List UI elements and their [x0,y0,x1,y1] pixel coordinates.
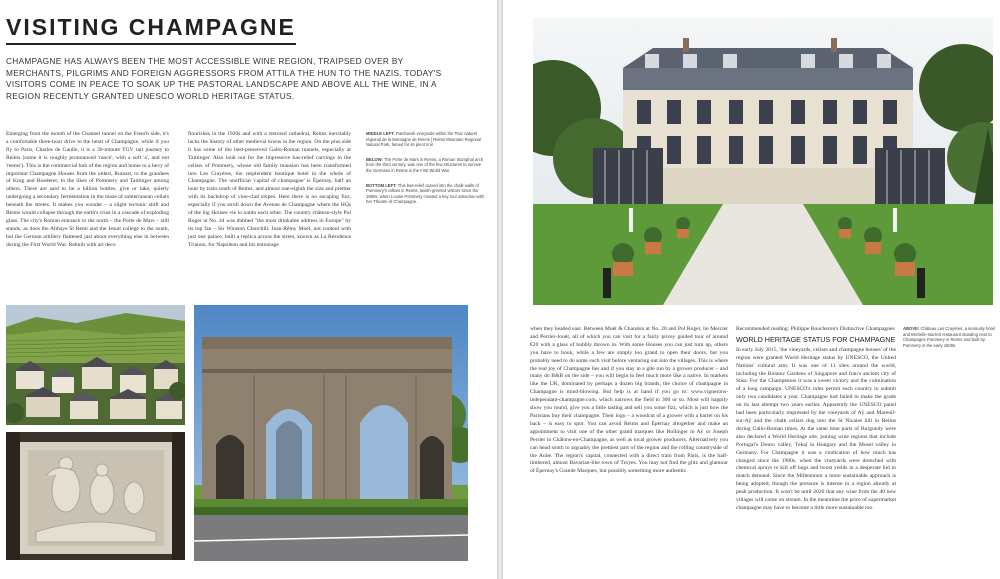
recommended-reading: Recommended reading: Philippe Boucheron's Distinctive Champagnes [736,326,895,332]
article-title: VISITING CHAMPAGNE [6,14,296,45]
caption-label: ABOVE: [903,326,920,331]
caption [366,157,486,174]
body-text: In early July 2015, 'the vineyards, cellars and champagne houses' of the region were granted World Heritage status by UNESCO, the United Nations' cultural arm. It was one of 11 sites around the world, including the Botanic Gardens of Singapore and Iran's ancient city of Susa. For the Champenois it was a sweet victory and the culmination of a long campaign. UNESCO's rules permit each country to submit only two candidates a year. Champagne had failed to make the grade on its last attempt two years earlier. Apparently the UNESCO panel had been particularly impressed by the vineyards of Aÿ and Mareuil-sur-Aÿ and the chalk cellars dug into the St Nicaise hill in Reims during Gallo-Roman times. At the same time parts of Burgundy were also declared a World Heritage site, joining wine regions that include Portugal's Douro valley, Tokaj in Hungary and the Mosel valley in Germany. For Champagne it was a vindication of how much has changed since the 1980s, when the vineyards were drenched with chemical sprays to kill off bugs and boost yields in a desperate bid to match demand. Since the Millennium a more sustainable approach is being adopted, though the pressure is intense in a region already at peak production. It won't be until 2020 that any wine from the 40 new villages will come on stream. In the meantime the price of supermarket champagne may have to become a little more sustainable too. [736,346,896,511]
caption [366,131,486,148]
body-column-4 [736,326,896,566]
caption-label: BOTTOM LEFT: [366,182,397,188]
body-column-3 [530,326,728,566]
section-subheading: WORLD HERITAGE STATUS FOR CHAMPAGNE [736,334,896,344]
right-page [503,0,1000,579]
caption-text: This bas-relief carved into the chalk walls of Pommery's cellars in Reims, lavish-greeted visitors since the 1880s, when Louise Pommery created a key tour attraction with her Theatre of Champagne. [366,182,485,205]
chateau-les-crayeres-photo [533,18,993,305]
caption [366,183,486,205]
body-text: flourishes in the 1920s and with a restored cathedral, Reims inevitably lacks the history of other medieval towns in the region. On the plus side it has some of the best-preserved Gallo-Roman tunnels, especially at Taittinger. Also look out for the impressive bas-relief carvings in the cellars of Pommery, whose old family mansion has been transformed into Les Crayères, the resplendent boutique hotel in the whole of Champagne. The unofficial 'capital of champagne' is Épernay, half an hour by train south of Reims, and almost one-eighth the size and prettier with its backdrop of vine-clad slopes. Here there is no escaping fizz, especially if you stroll down the Avenue de Champagne where the HQs of the big Houses vie to outdo each other. The country château-style Pol Roger at No. 44 was dubbed "the most drinkable address in Europe" by its top fan – Sir Winston Churchill. Jean-Rémy Moët, not content with just one palace, built a replica across the street, known as La Résidence Trianon, for Napoleon and his entourage [188,131,351,248]
bas-relief-photo [6,432,185,560]
caption [903,326,995,348]
caption-text: Patchwork vineyards within the Parc naturel régional de la Montagne de Reims | Reims Mountain Regional Natural Park, famed for its pinot noir. [366,131,482,148]
left-page [0,0,497,579]
caption-label: MIDDLE LEFT: [366,131,395,136]
caption-text: Château Les Crayères, a seriously hotel and Michelin-starred restaurant standing next to Champagne Pommery in Reims and built by Pommery in the early 1900s. [903,326,995,348]
caption-text: The Porte de Mars in Reims, a Roman triumphal arch from the third century, was one of the few structures to survive the Germans in Reims in the First World War. [366,156,484,173]
body-text: Emerging from the mouth of the Channel tunnel on the French side, it's a comfortable three-hour drive to the heart of Champagne, while if you fly to Paris, Charles de Gaulle, it is a 30-minute TGV rail journey to Reims (some it is roughly pronounced 'rance', with a soft 'a', and not 'reems'). This is the commercial hub of the region and home to a bevy of important Champagne Houses from the oldest, Ruinart, to the grandees of Krug and Roederer, to the likes of Pommery and Taittinger among others. There are said to be a billion bottles, give or take, quietly undergoing a secondary fermentation in the maze of subterranean cellars beneath the streets. It makes you wonder – a slight tectonic shift and Reims would collapse through the earth's crust in a cascade of exploding glass. The city's Roman entrance to the north – the Porte de Mars – still stands, as does the Abbaye St Remi and the Jesuit college to the south, but the German artillery flattened just about everything else in between during the First World War. Rebuilt with art deco [6,131,169,248]
caption-block [366,131,486,214]
body-text: when they headed east. Between Moët & Chandon at No. 20 and Pol Roger, lie Mercier and Perrier-Jouët, all of which you can visit for a fairly pricey guided tour of around €20 with a glass of bubbly thrown in. With some Houses you can just turn up, others you have to book, while a few are simply too grand to open their doors, but you probably need to do some such visit before venturing out into the villages. This is where the real joy of Champagne lies and if you stay in a gîte run by a grower producer – and many do B&B on the side – you will begin to feel much more like a native. In markets like the UK, dominated by perhaps a dozen big brands, the choice of champagne in Champagne is mind-blowing. But help is at hand if you go to: www.vignerons-independant-champagne.com, which narrows the field to 300 or so. Most will happily show you round, give you a little tasting and sell you some fizz, which is just how the Parisians buy their champagne. Their logo – a woodcut of a grower with a barrel on his back – is easy to spot. You can avoid Reims and Épernay altogether and make an appointment to visit one of the other grand marques like Bollinger in Aÿ or Joseph Perrier in Châlons-en-Champagne, as well as local grower producers. Alternatively you can head south to arguably the prettiest part of the region and the rolling countryside of the Aube. The region's capital, connected with a direct train from Paris, is the half-timbered, almost Bavarian-like town of Troyes. You may not find the glitz and glamour of Épernay's Grande Marques, but possibly something more authentic. [530,326,728,475]
body-column-1 [6,131,169,295]
caption-label: BELOW: [366,156,383,162]
article-intro: CHAMPAGNE HAS ALWAYS BEEN THE MOST ACCESSIBLE WINE REGION, TRAIPSED OVER BY MERCHANTS, PILGRIMS AND FOREIGN AGGRESSORS FROM ATTILA THE HUN TO THE NAZIS. TODAY'S VISITORS COME IN PEACE TO SOAK UP THE PASTORAL LANDSCAPE AND ABOVE ALL THE WINE, IN A REGION RECENTLY GRANTED UNESCO WORLD HERITAGE STATUS. [6,56,442,101]
vineyard-village-photo [6,305,185,425]
porte-de-mars-photo [194,305,468,561]
body-column-2 [188,131,351,295]
